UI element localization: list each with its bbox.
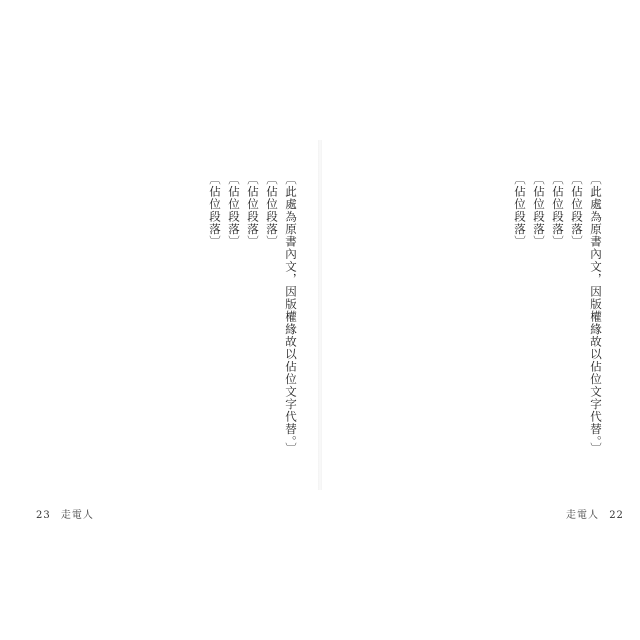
paragraph: 〔佔位段落〕 bbox=[265, 173, 279, 248]
paragraph: 〔佔位段落〕 bbox=[551, 173, 565, 248]
left-folio bbox=[30, 506, 94, 521]
running-title: 走電人 bbox=[566, 510, 599, 521]
paragraph: 〔佔位段落〕 bbox=[513, 173, 527, 248]
page-number: 23 bbox=[36, 510, 51, 521]
page-number: 22 bbox=[609, 510, 624, 521]
right-page bbox=[335, 150, 605, 480]
paragraph: 〔此處為原書內文，因版權緣故以佔位文字代替。〕 bbox=[589, 173, 603, 455]
paragraph: 〔佔位段落〕 bbox=[227, 173, 241, 248]
paragraph: 〔佔位段落〕 bbox=[570, 173, 584, 248]
left-page bbox=[30, 150, 300, 480]
left-page-text bbox=[30, 150, 300, 480]
paragraph: 〔佔位段落〕 bbox=[208, 173, 222, 248]
paragraph: 〔此處為原書內文，因版權緣故以佔位文字代替。〕 bbox=[284, 173, 298, 455]
paragraph: 〔佔位段落〕 bbox=[246, 173, 260, 248]
paragraph: 〔佔位段落〕 bbox=[532, 173, 546, 248]
running-title: 走電人 bbox=[60, 510, 94, 521]
page-gutter bbox=[318, 140, 322, 490]
right-folio bbox=[566, 506, 630, 521]
right-page-text bbox=[335, 150, 605, 480]
